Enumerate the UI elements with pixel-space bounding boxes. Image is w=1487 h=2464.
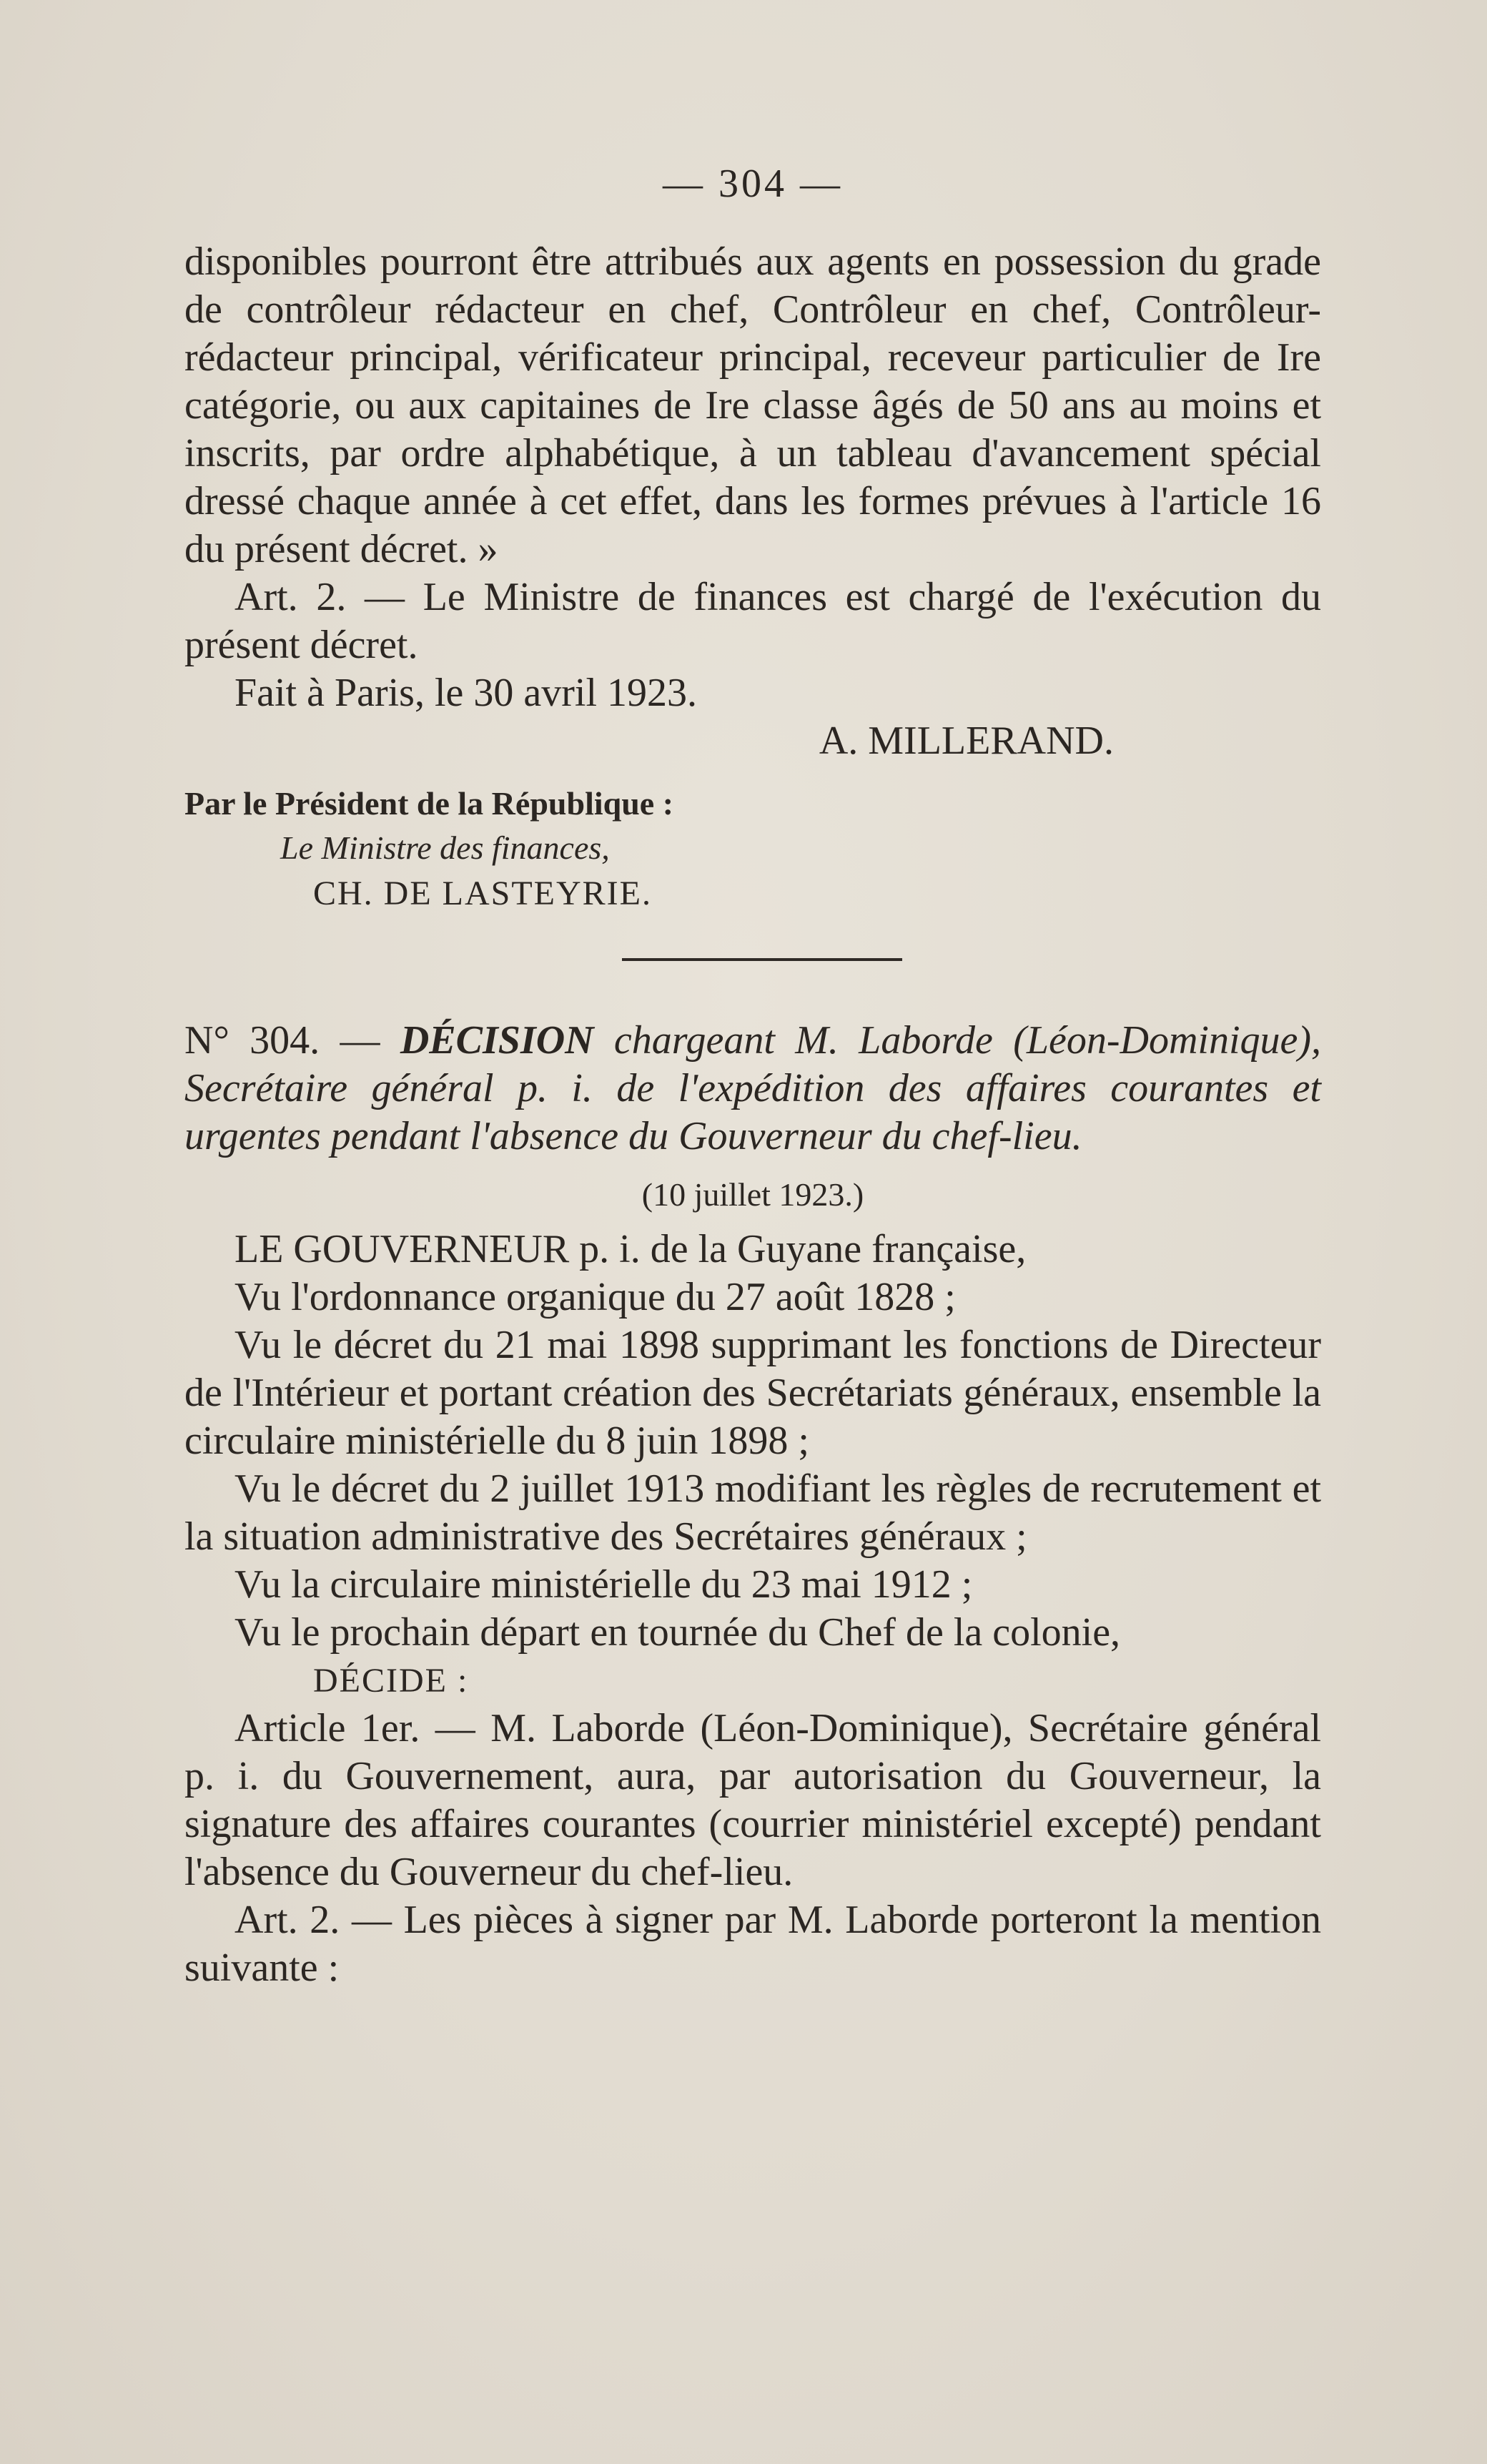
ministre-title-line: Le Ministre des finances, [280, 829, 610, 866]
decision-block [184, 1017, 1321, 1992]
decision-number: N° 304. — [184, 1018, 380, 1063]
section-divider [622, 958, 902, 961]
vu-circulaire-1912: Vu la circulaire ministérielle du 23 mai 1912 ; [234, 1562, 973, 1607]
decision-heading [184, 1017, 1321, 1160]
continued-text-block [184, 238, 1321, 765]
gouverneur-line: LE GOUVERNEUR p. i. de la Guyane française, [234, 1227, 1027, 1271]
decide-heading: DÉCIDE : [313, 1662, 469, 1700]
page-number: — 304 — [663, 162, 843, 206]
fait-a-paris-line: Fait à Paris, le 30 avril 1923. [234, 671, 698, 715]
vu-decret-1913: Vu le décret du 2 juillet 1913 modifiant les règles de recrutement et la situation administrative des Secrétaires généraux ; [184, 1467, 1321, 1559]
vu-ordonnance: Vu l'ordonnance organique du 27 août 1828 ; [234, 1275, 956, 1319]
vu-depart-tournee: Vu le prochain départ en tournée du Chef de la colonie, [234, 1610, 1121, 1655]
decision-title-word: DÉCISION [400, 1018, 594, 1063]
decision-date: (10 juillet 1923.) [641, 1176, 864, 1213]
paragraph-continuation: disponibles pourront être attribués aux agents en possession du grade de contrôleur rédacteur en chef, Contrôleur en chef, Contrôleur-rédacteur principal, vérificateur principal, receveur particulier de Ire catégorie, ou aux capitaines de Ire classe âgés de 50 ans au moins et inscrits, par ordre alphabétique, à un tableau d'avancement spécial dressé chaque année à cet effet, dans les formes prévues à l'article 16 du présent décret. » [184, 240, 1321, 571]
article-1-paragraph: Article 1er. — M. Laborde (Léon-Dominique), Secrétaire général p. i. du Gouvernement, aura, par autorisation du Gouverneur, la signature des affaires courantes (courrier ministériel excepté) pendant l'absence du Gouverneur du chef-lieu. [184, 1706, 1321, 1894]
decision-title-rest: chargeant M. Laborde (Léon-Dominique), Secrétaire général p. i. de l'expédition des affaires courantes et urgentes pendant l'absence du Gouverneur du chef-lieu. [184, 1018, 1322, 1158]
ministre-name-line: CH. DE LASTEYRIE. [313, 874, 652, 912]
par-le-president-line: Par le Président de la République : [184, 785, 674, 822]
vu-decret-1898: Vu le décret du 21 mai 1898 supprimant les fonctions de Directeur de l'Intérieur et portant création des Secrétariats généraux, ensemble la circulaire ministérielle du 8 juin 1898 ; [184, 1323, 1321, 1463]
countersign-block [184, 782, 1321, 917]
signature-millerand: A. MILLERAND. [819, 719, 1114, 763]
article-2-paragraph: Art. 2. — Le Ministre de finances est chargé de l'exécution du présent décret. [184, 575, 1321, 667]
article-2-decision-paragraph: Art. 2. — Les pièces à signer par M. Laborde porteront la mention suivante : [184, 1898, 1321, 1990]
